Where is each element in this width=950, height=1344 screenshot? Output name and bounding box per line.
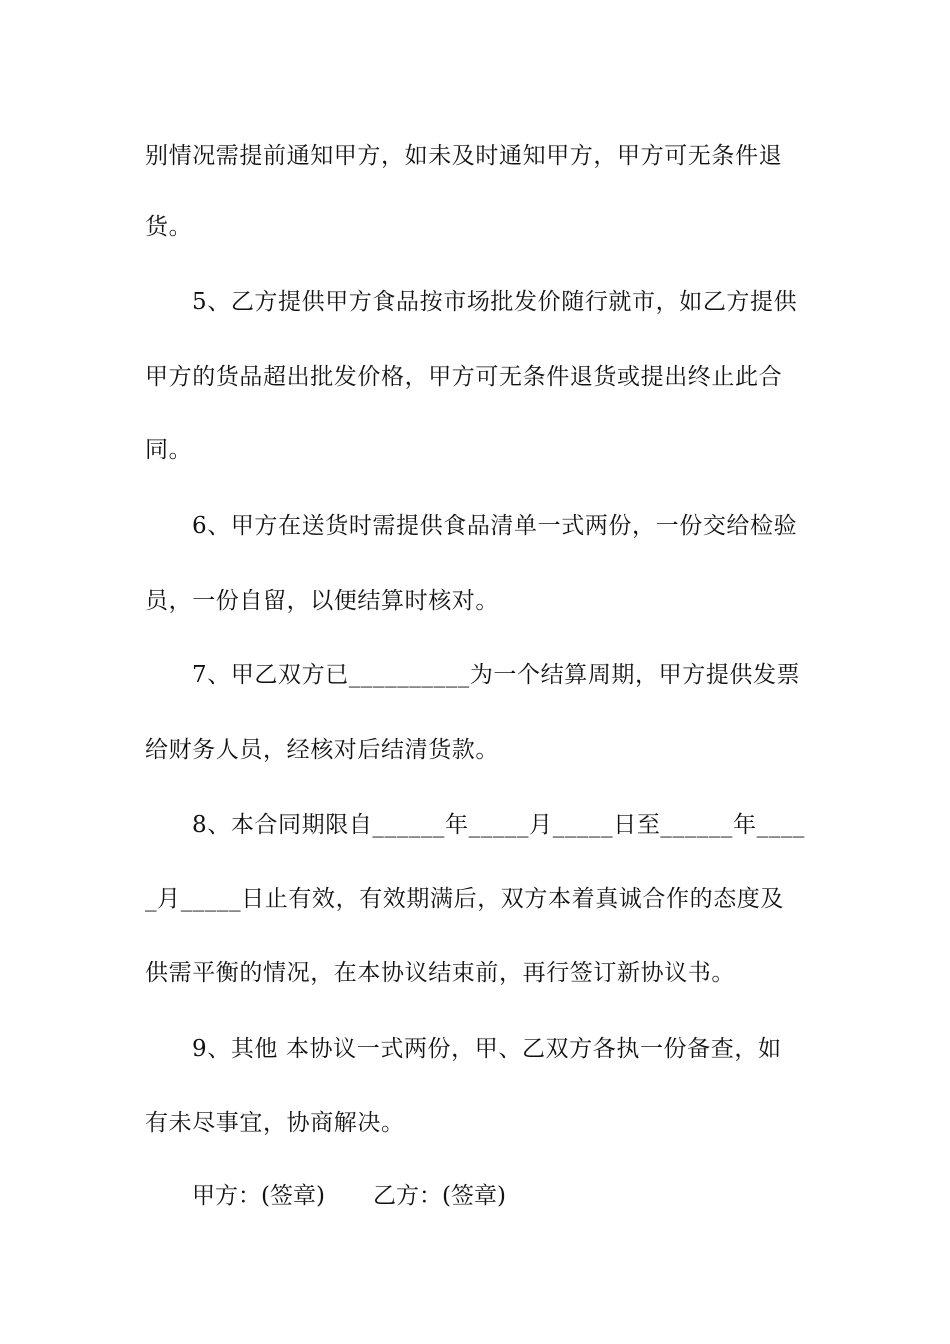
clause-9-line: 9、其他 本协议一式两份，甲、乙双方各执一份备查，如 bbox=[192, 1036, 782, 1062]
clause-8-line: _月_____日止有效，有效期满后，双方本着真诚合作的态度及 bbox=[145, 886, 784, 912]
clause-7-line: 7、甲乙双方已__________为一个结算周期，甲方提供发票 bbox=[192, 662, 801, 688]
clause-6-line: 6、甲方在送货时需提供食品清单一式两份，一份交给检验 bbox=[192, 513, 798, 539]
clause-8-line: 供需平衡的情况，在本协议结束前，再行签订新协议书。 bbox=[145, 960, 735, 986]
paragraph-line: 别情况需提前通知甲方，如未及时通知甲方，甲方可无条件退 bbox=[145, 143, 783, 169]
clause-8-line: 8、本合同期限自______年_____月_____日至______年____ bbox=[192, 812, 806, 838]
party-b-signature: 乙方：(签章) bbox=[373, 1183, 506, 1209]
clause-6-line: 员，一份自留，以便结算时核对。 bbox=[145, 588, 499, 614]
paragraph-line: 货。 bbox=[145, 214, 193, 240]
clause-9-line: 有未尽事宜，协商解决。 bbox=[145, 1110, 405, 1136]
party-a-signature: 甲方：(签章) bbox=[192, 1183, 325, 1209]
clause-7-line: 给财务人员，经核对后结清货款。 bbox=[145, 737, 499, 763]
clause-5-line: 同。 bbox=[145, 437, 193, 463]
clause-5-line: 5、乙方提供甲方食品按市场批发价随行就市，如乙方提供 bbox=[192, 289, 798, 315]
clause-5-line: 甲方的货品超出批发价格，甲方可无条件退货或提出终止此合 bbox=[145, 364, 783, 390]
